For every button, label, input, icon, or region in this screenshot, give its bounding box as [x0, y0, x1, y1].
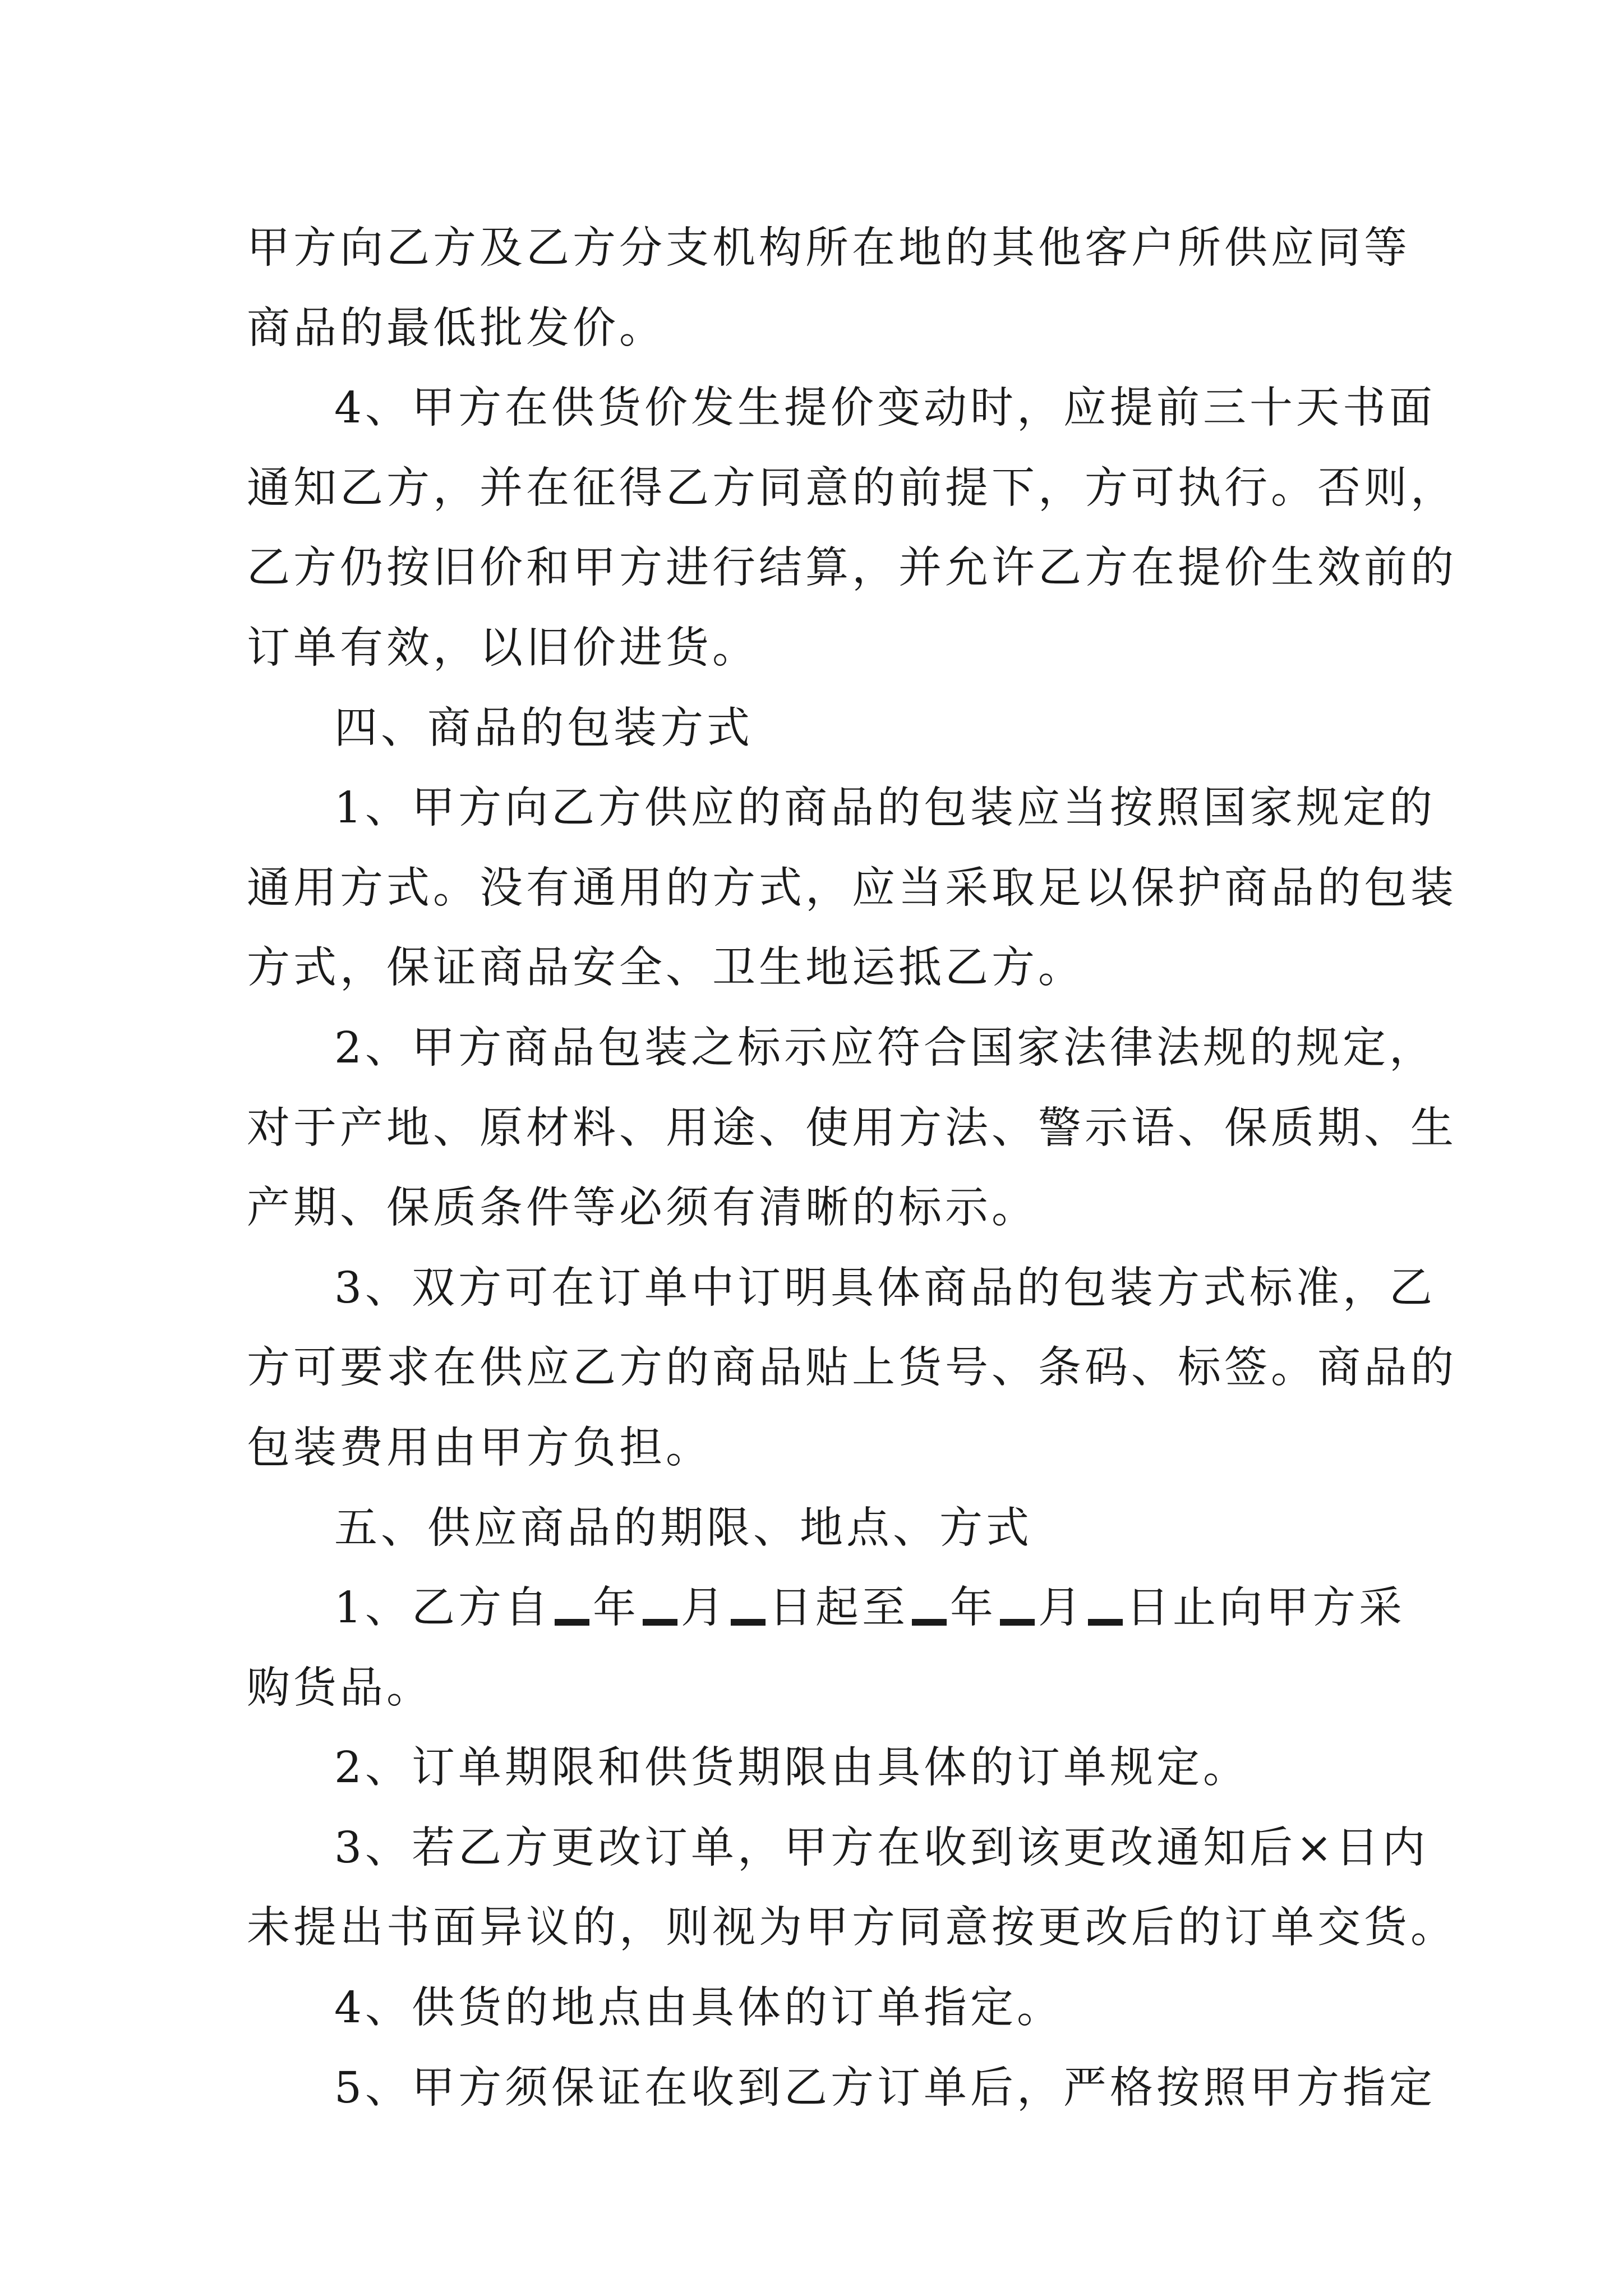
paragraph-line: 对于产地、原材料、用途、使用方法、警示语、保质期、生 [247, 1103, 1457, 1153]
paragraph-line: 订单有效，以旧价进货。 [247, 623, 759, 673]
paragraph-line: 4、供货的地点由具体的订单指定。 [334, 1983, 1063, 2033]
paragraph-line: 4、甲方在供货价发生提价变动时，应提前三十天书面 [334, 383, 1436, 434]
date-text: 月 [681, 1583, 727, 1634]
paragraph-line: 5、甲方须保证在收到乙方订单后，严格按照甲方指定 [334, 2063, 1436, 2113]
paragraph-line: 未提出书面异议的，则视为甲方同意按更改后的订单交货。 [247, 1903, 1457, 1953]
paragraph-line: 方式，保证商品安全、卫生地运抵乙方。 [247, 943, 1085, 993]
paragraph-line: 购货品。 [247, 1663, 433, 1713]
date-text: 年 [593, 1583, 639, 1634]
paragraph-line: 2、甲方商品包装之标示应符合国家法律法规的规定， [334, 1023, 1436, 1073]
date-text: 年 [950, 1583, 997, 1634]
contract-text [247, 209, 1457, 2128]
blank-underline [912, 1619, 947, 1626]
date-text: 月 [1038, 1583, 1085, 1634]
paragraph-line: 包装费用由甲方负担。 [247, 1423, 712, 1473]
paragraph-line: 商品的最低批发价。 [247, 303, 666, 353]
paragraph-line: 3、双方可在订单中订明具体商品的包装方式标准，乙 [334, 1263, 1436, 1313]
section-heading: 四、商品的包装方式 [334, 703, 753, 753]
date-fill-line [247, 1568, 1405, 1649]
paragraph-line: 2、订单期限和供货期限由具体的订单规定。 [334, 1743, 1249, 1793]
section-heading: 五、供应商品的期限、地点、方式 [334, 1503, 1032, 1553]
date-text: 1、乙方自 [334, 1583, 551, 1634]
paragraph-line: 1、甲方向乙方供应的商品的包装应当按照国家规定的 [334, 783, 1436, 834]
blank-underline [555, 1619, 589, 1626]
blank-underline [643, 1619, 677, 1626]
paragraph-line: 乙方仍按旧价和甲方进行结算，并允许乙方在提价生效前的 [247, 543, 1457, 593]
paragraph-line: 产期、保质条件等必须有清晰的标示。 [247, 1183, 1038, 1234]
date-text: 日起至 [769, 1583, 909, 1634]
blank-underline [1000, 1619, 1035, 1626]
paragraph-line: 方可要求在供应乙方的商品贴上货号、条码、标签。商品的 [247, 1343, 1457, 1393]
date-text: 日止向甲方采 [1126, 1583, 1405, 1634]
blank-underline [1088, 1619, 1123, 1626]
paragraph-line: 3、若乙方更改订单，甲方在收到该更改通知后×日内 [334, 1823, 1429, 1873]
paragraph-line: 通知乙方，并在征得乙方同意的前提下，方可执行。否则， [247, 463, 1457, 513]
paragraph-line: 甲方向乙方及乙方分支机构所在地的其他客户所供应同等 [247, 223, 1410, 273]
blank-underline [731, 1619, 766, 1626]
paragraph-line: 通用方式。没有通用的方式，应当采取足以保护商品的包装 [247, 863, 1457, 913]
